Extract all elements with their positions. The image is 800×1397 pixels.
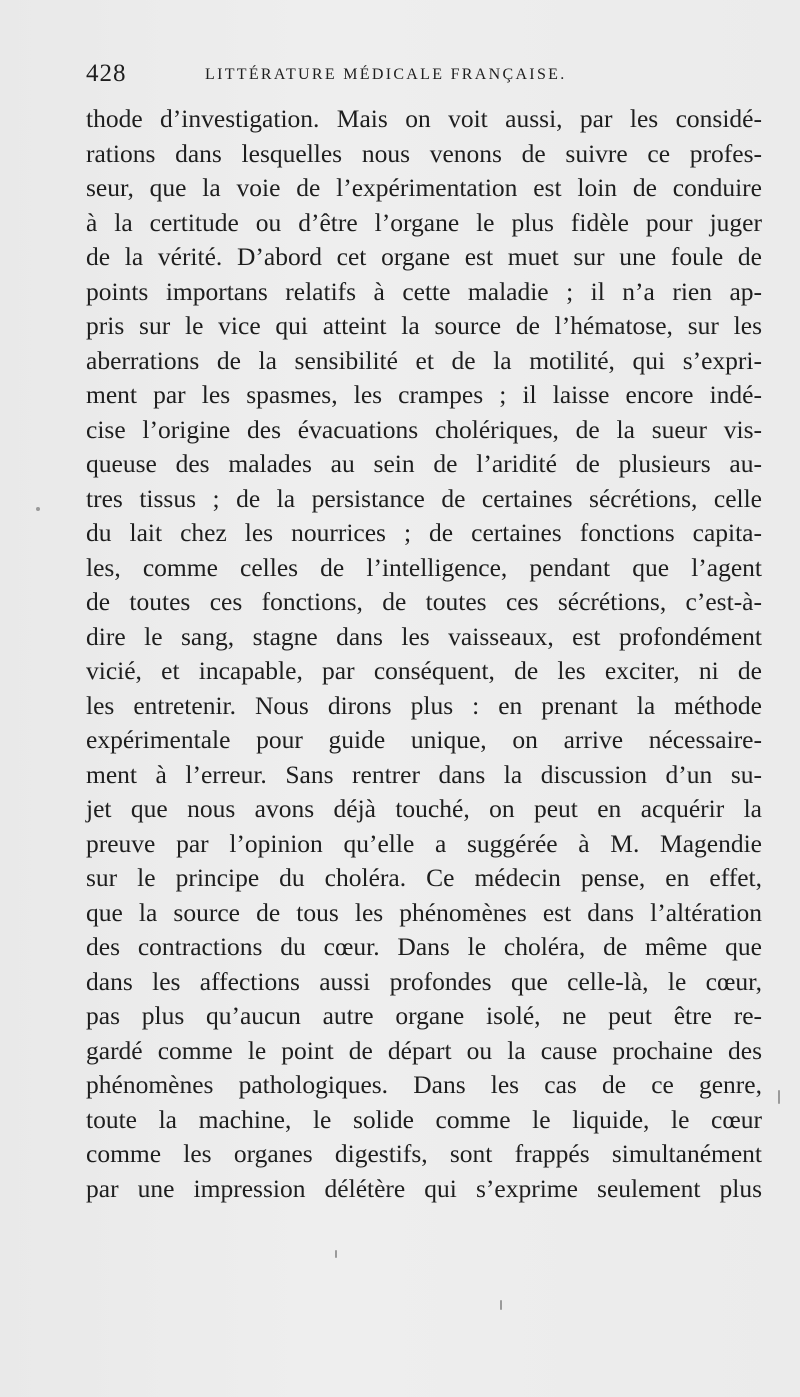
speck bbox=[335, 1250, 337, 1258]
text-line: toute la machine, le solide comme le liquide, le cœur bbox=[86, 1104, 762, 1134]
text-line: de toutes ces fonctions, de toutes ces sécrétions, c’est-à- bbox=[86, 587, 762, 616]
text-line: gardé comme le point de départ ou la cause prochaine des bbox=[86, 1035, 762, 1065]
text-line: cise l’origine des évacuations cholériques, de la sueur vis- bbox=[86, 414, 762, 444]
text-line: les, comme celles de l’intelligence, pendant que l’agent bbox=[86, 552, 762, 582]
text-line: queuse des malades au sein de l’aridité de plusieurs au- bbox=[86, 449, 762, 478]
body-text bbox=[86, 102, 762, 1206]
text-line: sur le principe du choléra. Ce médecin pense, en effet, bbox=[86, 863, 762, 892]
text-line: les entretenir. Nous dirons plus : en prenant la méthode bbox=[86, 690, 762, 720]
text-line: pris sur le vice qui atteint la source de l’hématose, sur les bbox=[86, 311, 762, 340]
text-line: ment à l’erreur. Sans rentrer dans la discussion d’un su- bbox=[86, 759, 762, 789]
text-line: pas plus qu’aucun autre organe isolé, ne peut être re- bbox=[86, 1001, 762, 1030]
text-line: points importans relatifs à cette maladie ; il n’a rien ap- bbox=[86, 276, 762, 306]
text-line: comme les organes digestifs, sont frappés simultanément bbox=[86, 1139, 762, 1168]
text-line: preuve par l’opinion qu’elle a suggérée à M. Magendie bbox=[86, 828, 762, 858]
text-line: à la certitude ou d’être l’organe le plus fidèle pour juger bbox=[86, 207, 762, 237]
running-head: LITTÉRATURE MÉDICALE FRANÇAISE. bbox=[205, 66, 567, 83]
text-line: du lait chez les nourrices ; de certaines fonctions capita- bbox=[86, 518, 762, 547]
page-number: 428 bbox=[86, 60, 127, 87]
speck bbox=[778, 1090, 780, 1104]
text-line: des contractions du cœur. Dans le choléra, de même que bbox=[86, 932, 762, 961]
text-line: jet que nous avons déjà touché, on peut en acquérir la bbox=[86, 794, 762, 823]
text-line: dans les affections aussi profondes que celle-là, le cœur, bbox=[86, 966, 762, 996]
text-line: de la vérité. D’abord cet organe est muet sur une foule de bbox=[86, 242, 762, 271]
speck bbox=[36, 507, 40, 511]
text-line: phénomènes pathologiques. Dans les cas de ce genre, bbox=[86, 1070, 762, 1099]
text-line: ment par les spasmes, les crampes ; il laisse encore indé- bbox=[86, 380, 762, 409]
text-line: tres tissus ; de la persistance de certaines sécrétions, celle bbox=[86, 483, 762, 513]
page-header bbox=[86, 60, 756, 90]
text-line: dire le sang, stagne dans les vaisseaux, est profondément bbox=[86, 621, 762, 651]
text-line: rations dans lesquelles nous venons de suivre ce profes- bbox=[86, 138, 762, 168]
text-line: que la source de tous les phénomènes est dans l’altération bbox=[86, 897, 762, 927]
text-line: aberrations de la sensibilité et de la motilité, qui s’expri- bbox=[86, 345, 762, 375]
text-line: seur, que la voie de l’expérimentation est loin de conduire bbox=[86, 173, 762, 202]
text-line: vicié, et incapable, par conséquent, de les exciter, ni de bbox=[86, 656, 762, 685]
speck bbox=[500, 1300, 502, 1310]
text-line: expérimentale pour guide unique, on arrive nécessaire- bbox=[86, 725, 762, 754]
text-line: par une impression délétère qui s’exprime seulement plus bbox=[86, 1173, 762, 1203]
text-line: thode d’investigation. Mais on voit aussi, par les considé- bbox=[86, 104, 762, 133]
